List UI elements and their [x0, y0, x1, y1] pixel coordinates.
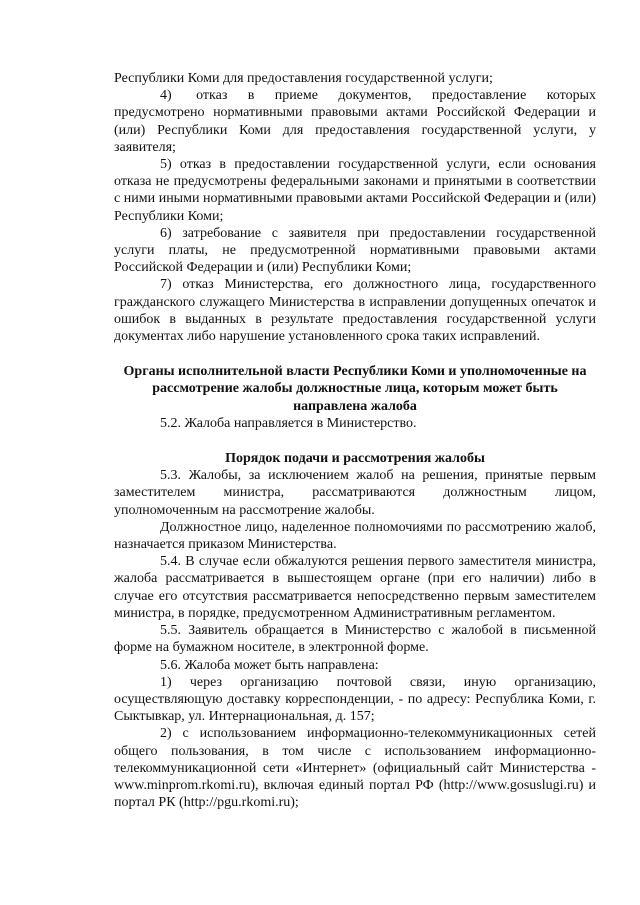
paragraph-5-4: 5.4. В случае если обжалуются решения первого заместителя министра, жалоба рассматривается в вышестоящем органе (при его наличии) либо в случае его отсутствия рассматривается непосредственно первым заместителем министра, в порядке, предусмотренном Административным регламентом. — [114, 554, 596, 621]
paragraph-item-6: 6) затребование с заявителя при предоставлении государственной услуги платы, не предусмотренной нормативными правовыми актами Российской Федерации и (или) Республики Коми; — [114, 225, 596, 276]
paragraph-official: Должностное лицо, наделенное полномочиями по рассмотрению жалоб, назначается приказом Министерства. — [114, 519, 596, 553]
paragraph-5-3: 5.3. Жалобы, за исключением жалоб на решения, принятые первым заместителем министра, рассматриваются должностным лицом, уполномоченным на рассмотрение жалобы. — [114, 468, 596, 518]
paragraph-5-6-item-1: 1) через организацию почтовой связи, иную организацию, осуществляющую доставку корреспонденции, - по адресу: Республика Коми, г. Сыктывкар, ул. Интернациональная, д. 157; — [114, 674, 596, 725]
section-heading-procedure: Порядок подачи и рассмотрения жалобы — [225, 451, 485, 467]
section-heading-authorities: Органы исполнительной власти Республики Коми и уполномоченные на рассмотрение жалобы должностные лица, которым может быть направлена жалоба — [123, 364, 587, 414]
paragraph-item-5: 5) отказ в предоставлении государственной услуги, если основания отказа не предусмотрены федеральными законами и принятыми в соответствии с ними иными нормативными правовыми актами Российской Федерации и (или) Республики Коми; — [114, 157, 596, 224]
paragraph-5-5: 5.5. Заявитель обращается в Министерство с жалобой в письменной форме на бумажном носителе, в электронной форме. — [114, 623, 596, 656]
paragraph-5-6: 5.6. Жалоба может быть направлена: — [160, 657, 379, 673]
paragraph-item-7: 7) отказ Министерства, его должностного лица, государственного гражданского служащего Министерства в исправлении допущенных опечаток и ошибок в выданных в результате предоставления государственной услуги документах либо нарушение установленного срока таких исправлений. — [114, 277, 596, 345]
paragraph-item-4: 4) отказ в приеме документов, предоставление которых предусмотрено нормативными правовыми актами Российской Федерации и (или) Республики Коми для предоставления государственной услуги, у заявителя; — [114, 88, 596, 155]
paragraph-5-2: 5.2. Жалоба направляется в Министерство. — [160, 415, 417, 431]
paragraph-continuation: Республики Коми для предоставления государственной услуги; — [114, 71, 493, 86]
document-page — [114, 70, 596, 811]
paragraph-5-6-item-2: 2) с использованием информационно-телекоммуникационных сетей общего пользования, в том числе с использованием информационно-телекоммуникационной сети «Интернет» (официальный сайт Министерства - www.minprom.rkomi.ru), включая единый портал РФ (http://www.gosuslugi.ru) и портал РК (http://pgu.rkomi.ru); — [114, 726, 596, 811]
